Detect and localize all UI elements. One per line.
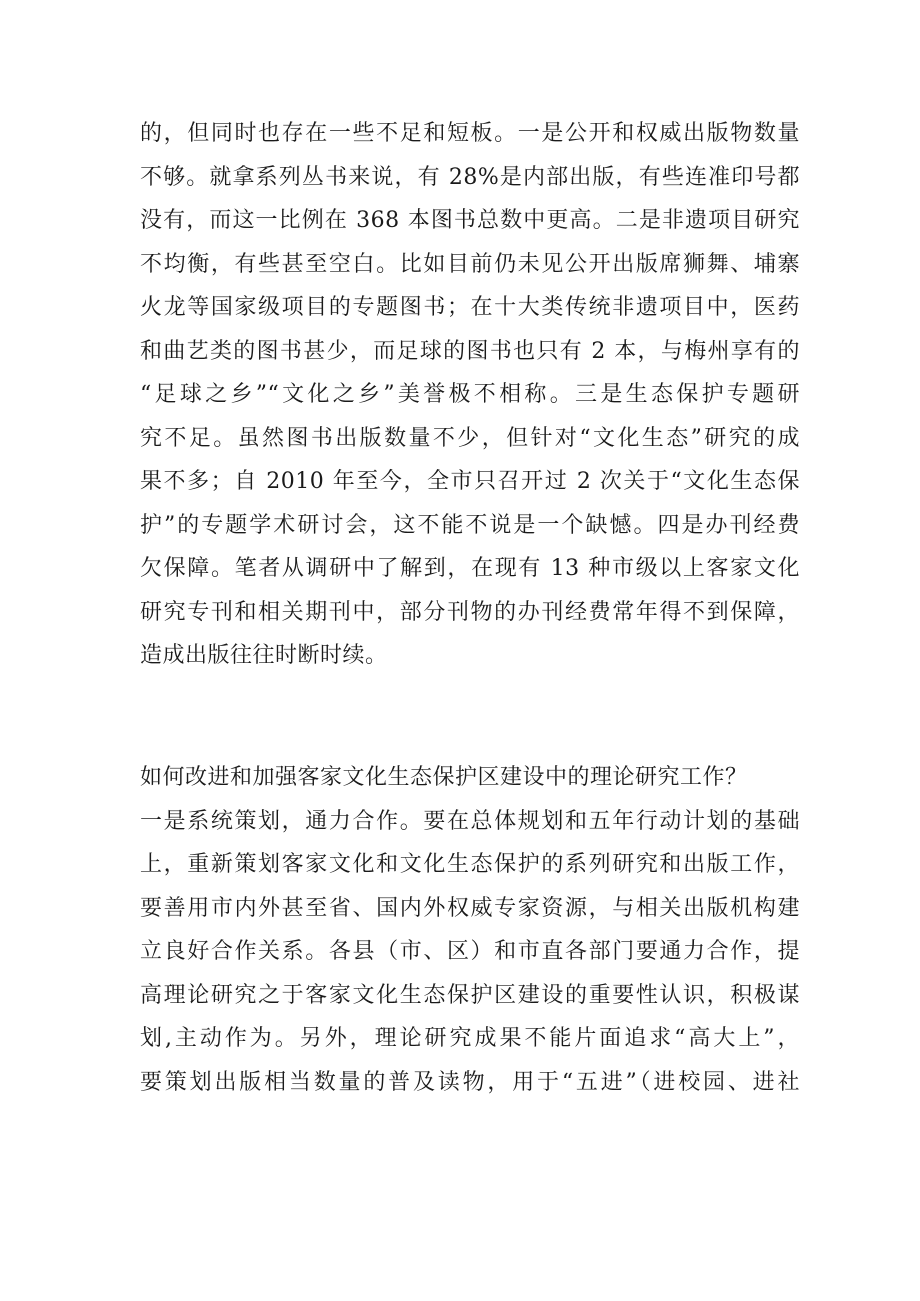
paragraph-line: 护”的专题学术研讨会，这不能不说是一个缺憾。四是办刊经费 bbox=[140, 512, 800, 538]
paragraph-line: 究不足。虽然图书出版数量不少，但针对“文化生态”研究的成 bbox=[140, 425, 800, 451]
paragraph-line: 的，但同时也存在一些不足和短板。一是公开和权威出版物数量 bbox=[140, 121, 800, 146]
paragraph-line: 果不多；自 2010 年至今，全市只召开过 2 次关于“文化生态保 bbox=[140, 469, 800, 494]
paragraph-line: 造成出版往往时断时续。 bbox=[140, 643, 388, 668]
paragraph-line: 立良好合作关系。各县（市、区）和市直各部门要通力合作，提 bbox=[140, 939, 800, 964]
paragraph-line: 划,主动作为。另外，理论研究成果不能片面追求“高大上”， bbox=[140, 1026, 800, 1051]
paragraph-line: “足球之乡”“文化之乡”美誉极不相称。三是生态保护专题研 bbox=[140, 382, 800, 407]
paragraph-line: 火龙等国家级项目的专题图书；在十大类传统非遗项目中，医药 bbox=[140, 295, 800, 320]
paragraph-line: 一是系统策划，通力合作。要在总体规划和五年行动计划的基础 bbox=[140, 808, 800, 834]
paragraph-line: 欠保障。笔者从调研中了解到，在现有 13 种市级以上客家文化 bbox=[140, 556, 800, 581]
paragraph-line: 要善用市内外甚至省、国内外权威专家资源，与相关出版机构建 bbox=[140, 895, 800, 921]
paragraph-line: 要策划出版相当数量的普及读物，用于“五进”（进校园、进社 bbox=[140, 1069, 800, 1095]
paragraph-line: 没有，而这一比例在 368 本图书总数中更高。二是非遗项目研究 bbox=[140, 208, 800, 233]
paragraph-line: 高理论研究之于客家文化生态保护区建设的重要性认识，积极谋 bbox=[140, 982, 800, 1008]
paragraph-line: 不均衡，有些甚至空白。比如目前仍未见公开出版席狮舞、埔寨 bbox=[140, 251, 800, 277]
body-paragraph-2 bbox=[140, 756, 800, 1104]
paragraph-line: 上，重新策划客家文化和文化生态保护的系列研究和出版工作， bbox=[140, 852, 800, 877]
section-question: 如何改进和加强客家文化生态保护区建设中的理论研究工作？ bbox=[140, 765, 748, 790]
paragraph-line: 不够。就拿系列丛书来说，有 28%是内部出版，有些连准印号都 bbox=[140, 164, 800, 190]
paragraph-line: 研究专刊和相关期刊中，部分刊物的办刊经费常年得不到保障， bbox=[140, 599, 800, 625]
body-paragraph-1 bbox=[140, 112, 800, 678]
paragraph-line: 和曲艺类的图书甚少，而足球的图书也只有 2 本，与梅州享有的 bbox=[140, 338, 800, 364]
